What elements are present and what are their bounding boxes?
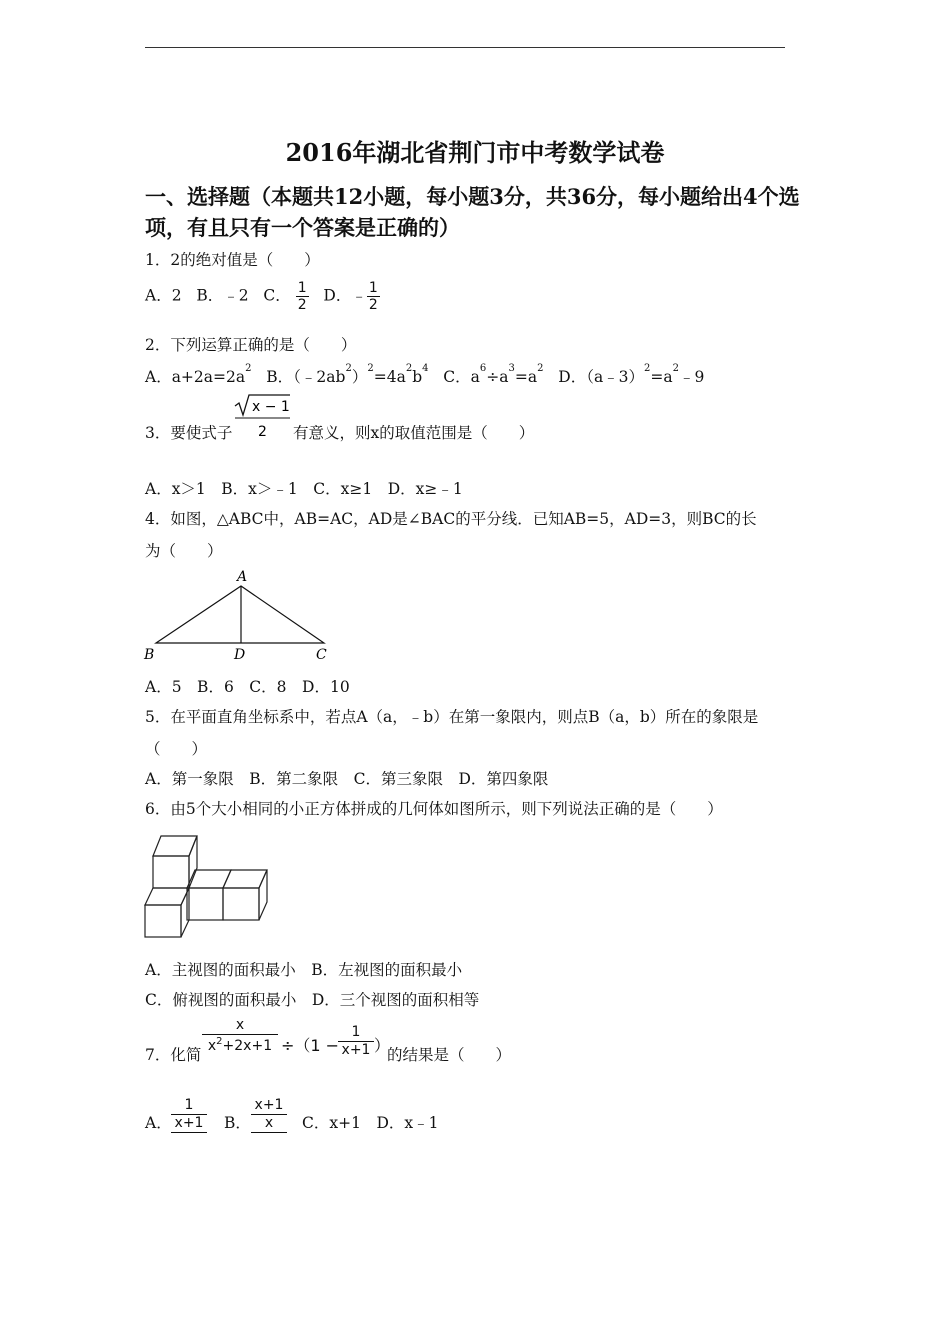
q7-fraction-1: x $x^2+2x+1$	[202, 1017, 278, 1055]
label-b: B	[144, 647, 155, 663]
q2-stem: 2．下列运算正确的是（ ）	[145, 336, 357, 354]
q1-option-c: C．	[263, 286, 291, 305]
q5-stem-line1: 5．在平面直角坐标系中，若点A（a，﹣b）在第一象限内，则点B（a，b）所在的象限是	[145, 708, 759, 726]
q3-stem-post: 有意义，则x的取值范围是（ ）	[293, 424, 535, 442]
q1-option-d: D．﹣	[323, 286, 367, 305]
q4-options: A．5 B．6 C．8 D．10	[145, 678, 350, 696]
q3-options: A．x＞1 B．x＞﹣1 C．x≥1 D．x≥﹣1	[145, 480, 463, 498]
q2-options: A．$a+2a=2a^2$ B．$(﹣2ab^2)^2=4a^2b^4$ C．$a^6\div a^3=a^2$ D．$(a﹣3)^2=a^2﹣9$	[145, 363, 705, 386]
q4-stem-line2: 为（ ）	[145, 542, 223, 560]
q3-denominator: 2	[258, 424, 267, 440]
q6-cubes-figure	[140, 830, 270, 945]
section-heading: 一、选择题（本题共12小题，每小题3分，共36分，每小题给出4个选项，有且只有一个答案是正确的）	[145, 184, 800, 240]
q7-option-b-fraction: x+1 x	[251, 1097, 287, 1133]
triangle-abc	[156, 586, 324, 643]
q7-option-a-fraction: 1 x+1	[171, 1097, 207, 1133]
q6-stem: 6．由5个大小相同的小正方体拼成的几何体如图所示，则下列说法正确的是（ ）	[145, 800, 723, 818]
page-title: 2016年湖北省荆门市中考数学试卷	[285, 138, 665, 167]
q1-option-a: A．2	[145, 286, 182, 305]
label-a: A	[237, 569, 248, 585]
q1-stem: 1．2的绝对值是（ ）	[145, 251, 320, 269]
q7-option-b: B．	[224, 1114, 251, 1132]
q3-radicand: x − 1	[252, 399, 290, 415]
q7-stem-pre: 7．化简	[145, 1046, 202, 1064]
label-d: D	[234, 647, 246, 663]
q1-option-d-fraction: $\frac{1}{2}$	[368, 280, 378, 314]
q1-option-c-fraction: $\frac{1}{2}$	[297, 280, 307, 314]
label-c: C	[316, 647, 327, 663]
q5-options: A．第一象限 B．第二象限 C．第三象限 D．第四象限	[145, 770, 549, 788]
q7-close-paren: ）	[374, 1036, 391, 1055]
q1-options	[145, 280, 380, 313]
q6-options-line1: A．主视图的面积最小 B．左视图的面积最小	[145, 961, 463, 979]
q6-options-line2: C．俯视图的面积最小 D．三个视图的面积相等	[145, 991, 480, 1009]
q1-option-b: B．﹣2	[196, 286, 249, 305]
q4-triangle-figure	[140, 567, 340, 663]
q5-stem-line2: （ ）	[145, 740, 208, 758]
q4-stem-line1: 4．如图，△ABC中，AB=AC，AD是∠BAC的平分线．已知AB=5，AD=3，则BC的长	[145, 510, 757, 528]
q7-fraction-2: 1 x+1	[338, 1024, 374, 1059]
q7-operator: ÷（1 −	[281, 1036, 340, 1055]
q7-options-cd: C．x+1 D．x﹣1	[302, 1114, 439, 1132]
header-rule	[145, 47, 785, 48]
q7-stem-post: 的结果是（ ）	[387, 1046, 512, 1064]
q3-stem-pre: 3．要使式子	[145, 424, 233, 442]
q7-f1-numerator: x	[202, 1017, 278, 1035]
q3-radical-fraction	[232, 391, 292, 443]
q7-option-a: A．	[145, 1114, 172, 1132]
